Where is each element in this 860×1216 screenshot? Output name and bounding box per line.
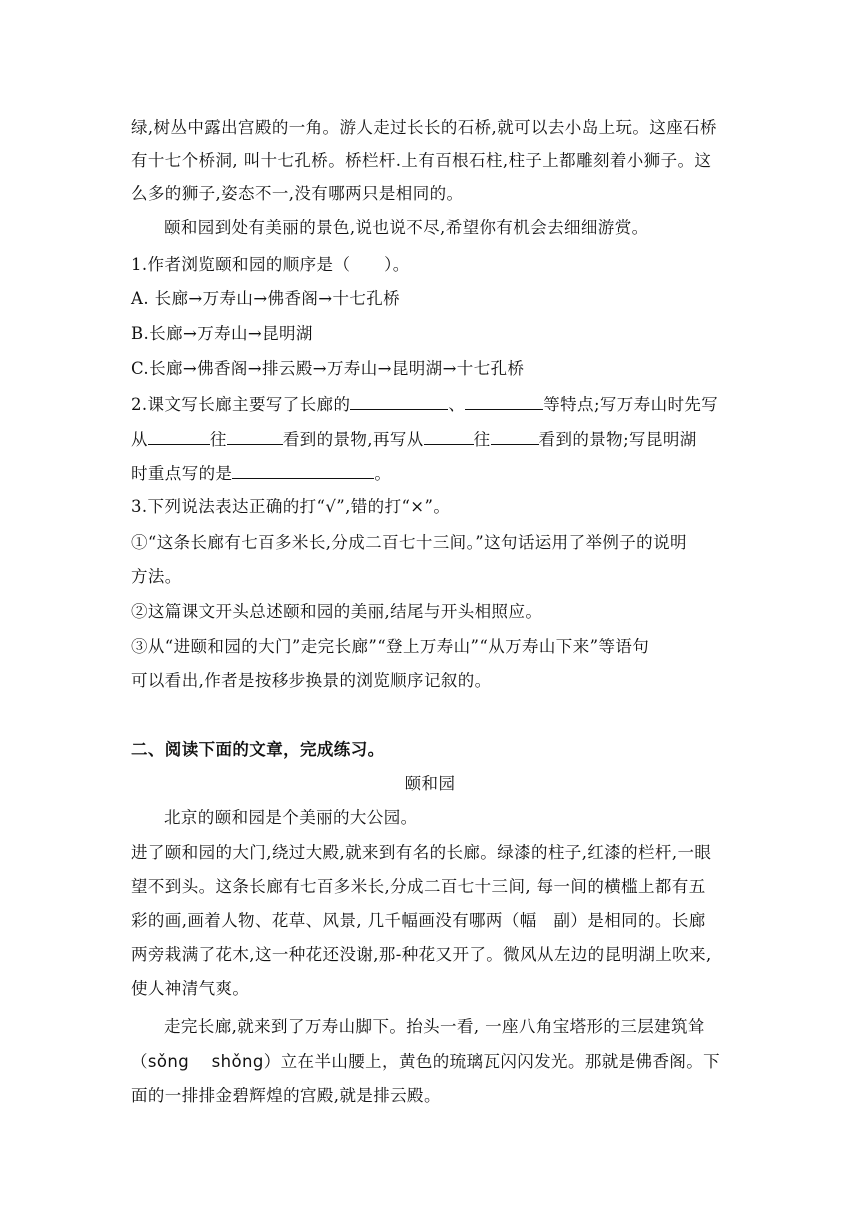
article-paragraph-3-line-1: 走完长廊,就来到了万寿山脚下。抬头一看, 一座八角宝塔形的三层建筑耸 xyxy=(164,1017,705,1036)
question-2-line-3 xyxy=(131,462,731,485)
passage-closing: 颐和园到处有美丽的景色,说也说不尽,希望你有机会去细细游赏。 xyxy=(164,218,649,237)
passage-line-1: 绿,树丛中露出宫殿的一角。游人走过长长的石桥,就可以去小岛上玩。这座石桥 xyxy=(131,118,717,137)
article-paragraph-2-line-3: 彩的画,画着人物、花草、风景, 几千幅画没有哪两（幅 副）是相同的。长廊 xyxy=(131,911,706,930)
section-2-heading: 二、阅读下面的文章，完成练习。 xyxy=(131,740,385,759)
question-2-line-1 xyxy=(131,393,731,416)
answer-blank[interactable] xyxy=(491,428,539,445)
q2-text: 往 xyxy=(209,430,227,449)
passage-line-2: 有十七个桥洞, 叫十七孔桥。桥栏杆.上有百根石柱,柱子上都雕刻着小狮子。这 xyxy=(131,151,712,170)
question-1-stem: 1.作者浏览颐和园的顺序是（ ）。 xyxy=(131,255,410,274)
pinyin-annotation: （sǒng shǒng） xyxy=(131,1052,281,1071)
q2-text: 从 xyxy=(131,430,148,449)
answer-blank[interactable] xyxy=(465,393,543,410)
question-3-item-1-line-1: ①“这条长廊有七百多米长,分成二百七十三间。”这句话运用了举例子的说明 xyxy=(131,533,687,552)
article-paragraph-2-line-5: 使人神清气爽。 xyxy=(131,979,250,998)
q2-text: 看到的景物;写昆明湖 xyxy=(538,430,697,449)
answer-blank[interactable] xyxy=(227,428,283,445)
question-1-option-a: A. 长廊→万寿山→佛香阁→十七孔桥 xyxy=(131,289,401,308)
article-paragraph-2-line-1: 进了颐和园的大门,绕过大殿,就来到有名的长廊。绿漆的柱子,红漆的栏杆,一眼 xyxy=(131,843,712,862)
answer-blank[interactable] xyxy=(148,428,210,445)
q2-text: 看到的景物,再写从 xyxy=(282,430,424,449)
q2-text: 往 xyxy=(473,430,491,449)
answer-blank[interactable] xyxy=(424,428,474,445)
article-text: 立在半山腰上，黄色的琉璃瓦闪闪发光。那就是佛香阁。下 xyxy=(280,1052,721,1071)
article-paragraph-2-line-2: 望不到头。这条长廊有七百多米长,分成二百七十三间, 每一间的横槛上都有五 xyxy=(131,877,706,896)
q2-text: 2.课文写长廊主要写了长廊的 xyxy=(131,395,351,414)
q2-text: 时重点写的是 xyxy=(131,464,233,483)
q2-text: 。 xyxy=(374,464,392,483)
question-3-item-1-line-2: 方法。 xyxy=(131,567,182,586)
article-paragraph-1: 北京的颐和园是个美丽的大公园。 xyxy=(164,808,418,827)
article-paragraph-2-line-4: 两旁栽满了花木,这一种花还没谢,那-种花又开了。微风从左边的昆明湖上吹来, xyxy=(131,945,712,964)
question-3-item-2: ②这篇课文开头总述颐和园的美丽,结尾与开头相照应。 xyxy=(131,602,543,621)
article-title: 颐和园 xyxy=(404,774,456,793)
article-paragraph-3-line-3: 面的一排排金碧辉煌的宫殿,就是排云殿。 xyxy=(131,1086,441,1105)
answer-blank[interactable] xyxy=(232,462,374,479)
question-1-option-c: C.长廊→佛香阁→排云殿→万寿山→昆明湖→十七孔桥 xyxy=(131,359,525,378)
article-paragraph-3-line-2 xyxy=(131,1051,731,1073)
question-2-line-2 xyxy=(131,428,731,451)
passage-line-3: 么多的狮子,姿态不一,没有哪两只是相同的。 xyxy=(131,184,464,203)
question-3-item-3-line-1: ③从“进颐和园的大门”走完长廊”“登上万寿山”“从万寿山下来”等语句 xyxy=(131,637,650,656)
q2-text: 、 xyxy=(448,395,466,414)
question-3-item-3-line-2: 可以看出,作者是按移步换景的浏览顺序记叙的。 xyxy=(131,671,492,690)
q2-text: 等特点;写万寿山时先写 xyxy=(543,395,719,414)
question-1-option-b: B.长廊→万寿山→昆明湖 xyxy=(131,324,313,343)
question-3-stem: 3.下列说法表达正确的打“√”,错的打“×”。 xyxy=(131,497,451,516)
answer-blank[interactable] xyxy=(350,393,448,410)
